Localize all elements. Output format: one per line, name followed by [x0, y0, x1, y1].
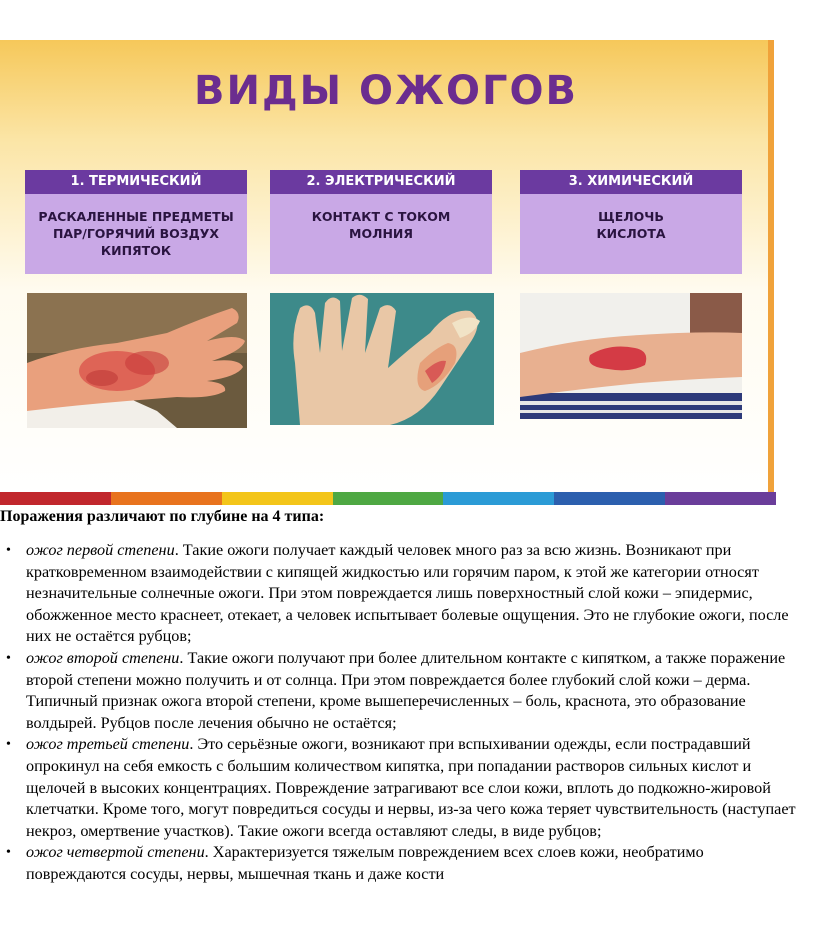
card-line: КИСЛОТА [596, 226, 666, 241]
degree-text: . Такие ожоги получают при более длительном контакте с кипятком, а также поражение второй степени можно получить и от солнца. При этом повреждается более глубокий слой кожи – дерма. Типичный признак ожога второй степени, кроме вышеперечисленных – боль, краснота, это образование волдырей. Рубцов после лечения обычно не остаётся; [26, 648, 786, 732]
card-line: ПАР/ГОРЯЧИЙ ВОЗДУХ [52, 226, 220, 241]
degree-term: ожог четвертой степени [26, 843, 205, 862]
stripe-segment [0, 492, 111, 505]
list-item [0, 842, 816, 885]
bullet-icon: • [6, 650, 11, 666]
bullet-icon: • [6, 845, 11, 861]
card-chemical [520, 170, 742, 274]
card-line: КИПЯТОК [100, 243, 172, 258]
card-body [520, 194, 742, 242]
degree-term: ожог третьей степени [26, 735, 190, 754]
card-thermal [25, 170, 247, 274]
card-header: 1. ТЕРМИЧЕСКИЙ [25, 170, 247, 194]
list-item [0, 648, 816, 734]
rainbow-stripe [0, 492, 776, 505]
card-header: 3. ХИМИЧЕСКИЙ [520, 170, 742, 194]
degree-text: . Это серьёзные ожоги, возникают при вспыхивании одежды, если пострадавший опрокинул на себя емкость с большим количеством кипятка, при попадании растворов сильных кислот и щелочей в высоких концентрациях. Повреждение затрагивают все слои кожи, вплоть до подкожно-жировой клетчатки. Кроме того, могут повредиться сосуды и нервы, из-за чего кожа теряет чувствительность (наступает некроз, омертвение участков). Такие ожоги всегда оставляют следы, в виде рубцов; [26, 735, 796, 840]
card-body [25, 194, 247, 259]
slide-image [0, 40, 776, 506]
bullet-icon: • [6, 737, 11, 753]
degree-text: . Такие ожоги получает каждый человек много раз за всю жизнь. Возникают при кратковременном взаимодействии с кипящей жидкостью или горячим паром, к этой же категории относят незначительные солнечные ожоги. При этом повреждается лишь поверхностный слой кожи – эпидермис, обожженное место краснеет, отекает, а человек испытывает болевые ощущения. Это не глубокие ожоги, после них не остаётся рубцов; [26, 541, 789, 646]
card-body [270, 194, 492, 242]
card-line: МОЛНИЯ [349, 226, 413, 241]
card-header: 2. ЭЛЕКТРИЧЕСКИЙ [270, 170, 492, 194]
degree-list [0, 540, 816, 886]
stripe-segment [333, 492, 444, 505]
photo-chemical-burn [520, 293, 742, 419]
lead-paragraph: Поражения различают по глубине на 4 типа: [0, 508, 325, 525]
card-line: КОНТАКТ С ТОКОМ [311, 209, 451, 224]
list-item [0, 734, 816, 842]
degree-term: ожог второй степени [26, 648, 180, 667]
card-electric [270, 170, 492, 274]
slide-title: ВИДЫ ОЖОГОВ [194, 68, 578, 114]
photo-electric-burn [270, 293, 494, 425]
bullet-icon: • [6, 543, 11, 558]
list-item [0, 540, 816, 648]
stripe-segment [443, 492, 554, 505]
degree-term: ожог первой степени [26, 541, 175, 559]
stripe-segment [111, 492, 222, 505]
stripe-segment [222, 492, 333, 505]
card-line: РАСКАЛЕННЫЕ ПРЕДМЕТЫ [38, 209, 234, 224]
stripe-segment [554, 492, 665, 505]
degree-text: . Характеризуется тяжелым повреждением всех слоев кожи, необратимо повреждаются сосуды, нервы, мышечная ткань и даже кости [26, 843, 704, 883]
stripe-segment [665, 492, 776, 505]
card-line: ЩЕЛОЧЬ [598, 209, 664, 224]
photo-thermal-burn [27, 293, 247, 428]
